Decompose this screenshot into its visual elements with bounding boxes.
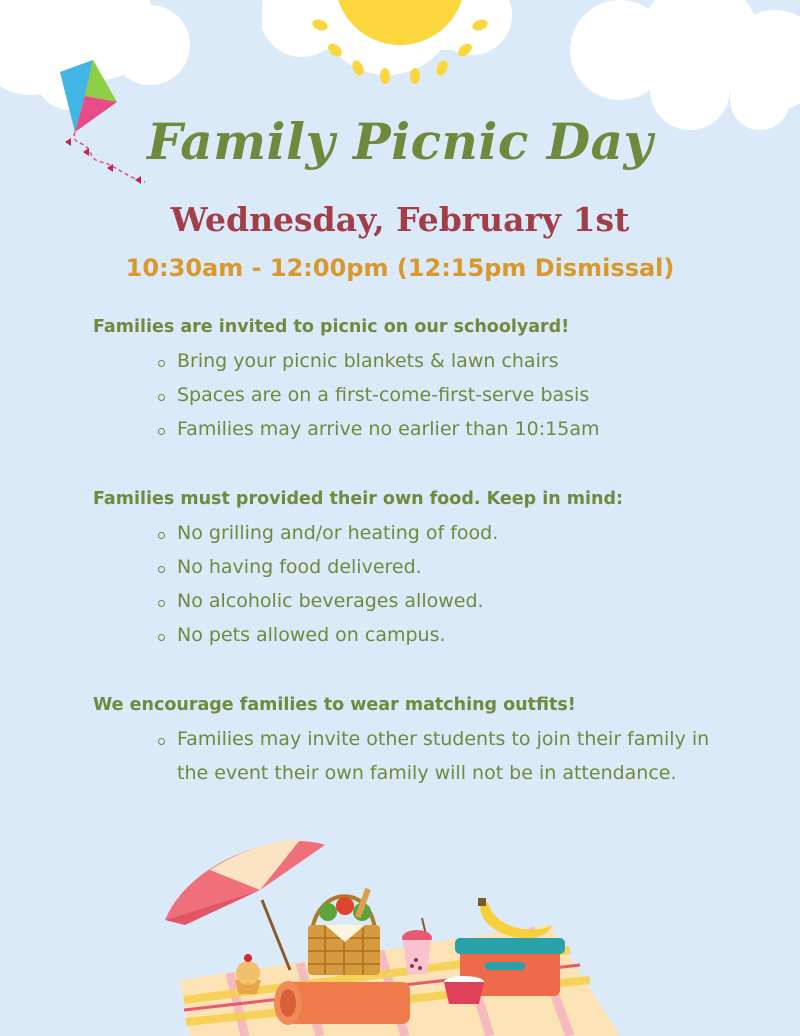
list-item: Families may invite other students to join their family in the event their own family will not be in attendance. (155, 722, 753, 790)
section-outfits (93, 692, 753, 790)
section-food-rules (93, 486, 753, 652)
picnic-scene-illustration (150, 830, 630, 1036)
drink-cup-icon (402, 918, 432, 974)
event-title: Family Picnic Day (146, 112, 654, 171)
list-item: Families may arrive no earlier than 10:15am (155, 412, 753, 446)
section-heading: We encourage families to wear matching outfits! (93, 695, 576, 715)
list-item: Bring your picnic blankets & lawn chairs (155, 344, 753, 378)
sun-icon (300, 0, 500, 100)
list-item: Spaces are on a first-come-first-serve basis (155, 378, 753, 412)
bullet-list (93, 722, 753, 790)
list-item: No grilling and/or heating of food. (155, 516, 753, 550)
list-item: No alcoholic beverages allowed. (155, 584, 753, 618)
section-schoolyard (93, 314, 753, 446)
bowl-icon (444, 976, 484, 1004)
list-item: No pets allowed on campus. (155, 618, 753, 652)
event-date: Wednesday, February 1st (170, 200, 630, 239)
bullet-list (93, 344, 753, 446)
event-time: 10:30am - 12:00pm (12:15pm Dismissal) (125, 254, 675, 282)
picnic-basket-icon (308, 888, 380, 975)
list-item: No having food delivered. (155, 550, 753, 584)
banana-icon (478, 898, 552, 938)
bullet-list (93, 516, 753, 652)
cupcake-icon (235, 954, 261, 994)
section-heading: Families must provided their own food. Keep in mind: (93, 489, 623, 509)
umbrella-icon (165, 840, 325, 970)
rolled-mat-icon (274, 981, 410, 1025)
section-heading: Families are invited to picnic on our schoolyard! (93, 317, 570, 337)
